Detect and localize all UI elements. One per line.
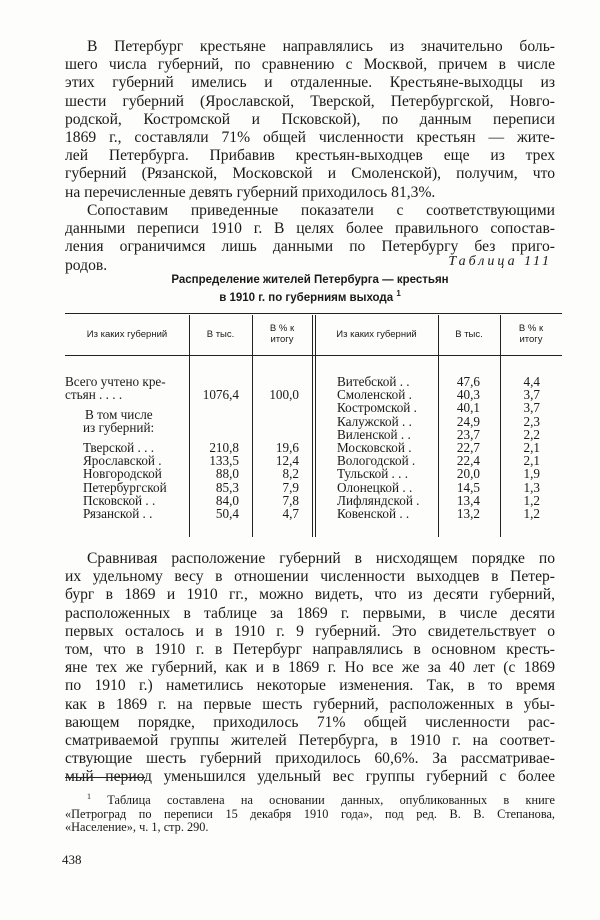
table-label: Таблица 111	[448, 254, 552, 269]
table-cell-name: Лифляндской .	[337, 492, 420, 508]
text-line: Сравнивая расположение губерний в нисходящем порядке по	[87, 550, 555, 567]
footnote-line	[65, 790, 555, 808]
total-thousands: 1076,4	[202, 387, 239, 402]
table-title-line1: Распределение жителей Петербурга — крестьян	[171, 274, 449, 286]
table-cell-thousands: 50,4	[215, 506, 239, 521]
text-line: мый период уменьшился удельный вес группы губерний с более	[65, 768, 555, 786]
table-title	[65, 273, 555, 305]
paragraph-3	[65, 550, 555, 787]
table-cell-name: Ковенской . .	[337, 506, 410, 521]
table-cell-percent: 2,3	[523, 413, 540, 429]
table-cell-name: Вологодской .	[337, 453, 416, 469]
data-table	[65, 313, 562, 537]
subheader-2: из губерний:	[83, 420, 155, 435]
table-cell-name: Новгородской	[83, 466, 162, 482]
text-line: на перечисленные девять губерний приходилось 81,3%.	[65, 183, 436, 201]
table-cell-percent: 19,6	[275, 440, 299, 455]
table-cell-thousands: 13,4	[456, 492, 480, 508]
table-cell-thousands: 23,7	[456, 426, 480, 442]
header-percent-right: В % к итогу	[518, 323, 544, 345]
table-cell-percent: 1,9	[523, 466, 540, 482]
footnote-rule	[65, 777, 145, 778]
text-line: ствующие шесть губерний приходилось 60,6%. За рассматривае-	[65, 750, 555, 768]
table-cell-percent: 4,4	[523, 374, 540, 389]
table-cell-name: Олонецкой . .	[337, 479, 413, 495]
table-cell-thousands: 24,9	[456, 413, 480, 429]
text-line: расположенных в таблице за 1869 г. первыми, в числе десяти	[65, 604, 555, 622]
text-line: том, что в 1910 г. в Петербург направлялись в основном кресть-	[65, 641, 555, 659]
table-cell-thousands: 210,8	[209, 440, 239, 455]
table-cell-percent: 1,3	[523, 479, 540, 495]
column-divider	[315, 315, 316, 537]
footnote-text: Таблица составлена на основании данных, опубликованных в книге	[107, 793, 555, 808]
header-province: Из каких губерний	[86, 329, 168, 340]
table-cell-name: Калужской . .	[337, 413, 412, 429]
table-cell-thousands: 85,3	[215, 479, 239, 495]
text-line: Сопоставим приведенные показатели с соответствующими	[87, 202, 555, 219]
footnote-line: «Население», ч. 1, стр. 290.	[65, 820, 209, 835]
text-line: губерний (Рязанской, Московской и Смоленской), получим, что	[65, 165, 555, 183]
table-title-line2: в 1910 г. по губерниям выхода	[219, 291, 394, 304]
table-cell-name: Витебской . .	[337, 374, 410, 389]
table-cell-thousands: 40,1	[456, 400, 480, 416]
table-cell-thousands: 47,6	[456, 374, 480, 389]
table-cell-name: Рязанской . .	[83, 506, 153, 521]
text-line: первых осталось и в 1910 г. 9 губерний. Это свидетельствует о	[65, 622, 555, 640]
table-cell-percent: 2,1	[523, 453, 540, 469]
table-cell-name: Псковской . .	[83, 492, 156, 508]
total-label-2: стьян . . . .	[65, 387, 123, 402]
table-cell-name: Тульской . . .	[337, 466, 409, 482]
header-thousands: В тыс.	[206, 329, 235, 340]
text-line: их удельному весу в отношении численности выходцев в Петер-	[65, 568, 555, 586]
text-line: 1869 г., составляли 71% общей численности крестьян — жите-	[65, 129, 555, 147]
table-cell-percent: 1,2	[523, 506, 540, 521]
text-line: родской, Костромской и Псковской), по данным переписи	[65, 110, 555, 128]
text-line: родов.	[65, 256, 108, 274]
header-province-right: Из каких губерний	[336, 329, 417, 340]
table-cell-thousands: 14,5	[456, 479, 480, 495]
table-cell-thousands: 20,0	[456, 466, 480, 482]
column-divider	[312, 315, 313, 537]
table-header-rule	[65, 355, 562, 356]
text-line: данными переписи 1910 г. В целях более правильного сопостав-	[65, 220, 555, 238]
table-cell-thousands: 84,0	[215, 492, 239, 508]
table-cell-name: Костромской .	[337, 400, 417, 416]
text-line: В Петербург крестьяне направлялись из значительно боль-	[87, 38, 555, 55]
table-cell-percent: 3,7	[523, 400, 540, 416]
header-thousands-right: В тыс.	[455, 329, 483, 340]
table-cell-name: Московской .	[337, 440, 412, 455]
table-cell-thousands: 88,0	[215, 466, 239, 482]
table-cell-name: Тверской . . .	[83, 440, 155, 455]
text-line: ления ограничимся лишь данными по Петербургу без приго-	[65, 238, 555, 256]
text-line: яне тех же губерний, как и в 1869 г. Но все же за 40 лет (с 1869	[65, 659, 555, 677]
footnote-line: «Петроград по переписи 15 декабря 1910 года», под ред. В. В. Степанова,	[65, 806, 555, 821]
text-line: шего числа губерний, по сравнению с Москвой, причем в числе	[65, 56, 555, 74]
table-cell-name: Ярославской .	[83, 453, 162, 469]
table-cell-percent: 2,2	[523, 426, 540, 442]
total-percent: 100,0	[269, 387, 299, 402]
table-top-rule	[65, 313, 562, 314]
table-cell-percent: 4,7	[282, 506, 299, 521]
table-cell-name: Виленской . .	[337, 426, 411, 442]
text-line: вающем порядке, приходилось 71% общей численности рас-	[65, 713, 555, 731]
table-cell-percent: 8,2	[282, 466, 299, 482]
text-line: как в 1869 г. на первые шесть губерний, расположенных в убы-	[65, 695, 555, 713]
footnote	[65, 790, 555, 835]
footnote-mark: 1	[87, 792, 91, 801]
total-label-1: Всего учтено кре-	[65, 374, 166, 389]
table-cell-percent: 7,8	[282, 492, 299, 508]
text-line: по 1910 г.) наметились некоторые изменения. Так, в то время	[65, 677, 555, 695]
table-cell-percent: 7,9	[282, 479, 299, 495]
text-line: сматриваемой группы жителей Петербурга, в 1910 г. на соответ-	[65, 732, 555, 750]
table-cell-thousands: 22,4	[456, 453, 480, 469]
text-line: бург в 1869 и 1910 гг., можно видеть, что из десяти губерний,	[65, 586, 555, 604]
table-cell-percent: 12,4	[275, 453, 299, 469]
text-line: шести губерний (Ярославской, Тверской, Петербургской, Новго-	[65, 92, 555, 110]
footnote-mark: 1	[396, 289, 401, 298]
table-cell-thousands: 13,2	[456, 506, 480, 521]
table-cell-thousands: 22,7	[456, 440, 480, 455]
subheader-1: В том числе	[85, 407, 153, 422]
table-cell-thousands: 40,3	[456, 387, 480, 403]
page-number: 438	[62, 852, 82, 867]
text-line: лей Петербурга. Прибавив крестьян-выходцев еще из трех	[65, 147, 555, 165]
table-cell-percent: 2,1	[523, 440, 540, 455]
text-line: этих губерний имелись и отдаленные. Крестьяне-выходцы из	[65, 74, 555, 92]
table-cell-name: Петербургской	[83, 479, 167, 495]
table-cell-percent: 3,7	[523, 387, 540, 403]
table-cell-name: Смоленской .	[337, 387, 412, 403]
header-percent: В % к итогу	[269, 323, 295, 345]
paragraph-1	[65, 38, 555, 202]
table-cell-percent: 1,2	[523, 492, 540, 508]
table-cell-thousands: 133,5	[209, 453, 239, 469]
